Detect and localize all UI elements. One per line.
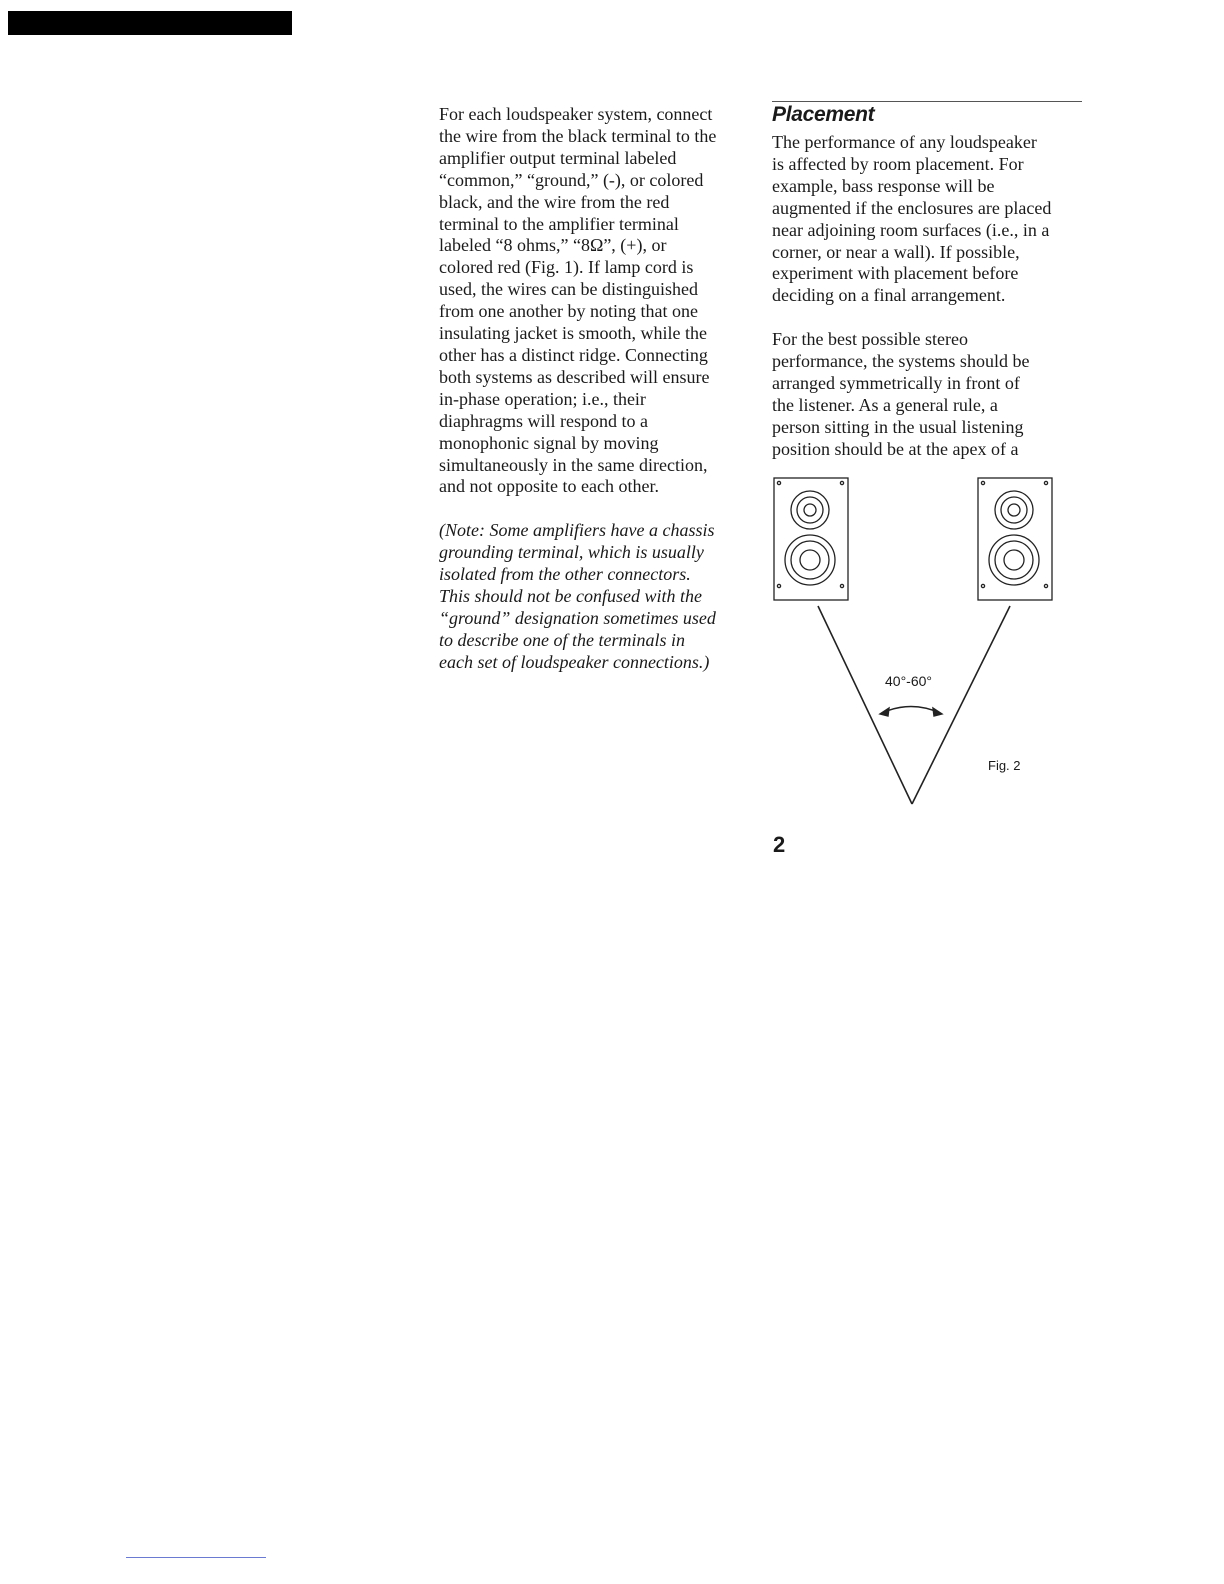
left-column [439, 104, 759, 674]
placement-paragraph-2: For the best possible stereo performance, the systems should be arranged symmetrically in front of the listener. As a general rule, a person sitting in the usual listening position should be at the apex of a [772, 329, 1030, 459]
figure-caption: Fig. 2 [988, 758, 1021, 773]
speaker-placement-diagram [760, 470, 1080, 820]
left-speaker-icon [774, 478, 848, 600]
page-number: 2 [773, 832, 786, 857]
listening-angle-lines [818, 606, 1010, 804]
header-black-bar [8, 11, 292, 35]
angle-label: 40°-60° [885, 673, 933, 689]
chassis-note: (Note: Some amplifiers have a chassis grounding terminal, which is usually isolated from the other connectors. This should not be confused with the “ground” designation sometimes used to describe one of the terminals in each set of loudspeaker connections.) [439, 520, 716, 672]
placement-heading: Placement [772, 103, 875, 126]
connection-paragraph: For each loudspeaker system, connect the wire from the black terminal to the amplifier output terminal labeled “common,” “ground,” (-), or colored black, and the wire from the red terminal to the amplifier terminal labeled “8 ohms,” “8Ω”, (+), or colored red (Fig. 1). If lamp cord is used, the wires can be distinguished from one another by noting that one insulating jacket is smooth, while the other has a distinct ridge. Connecting both systems as described will ensure in-phase operation; i.e., their diaphragms will respond to a monophonic signal by moving simultaneously in the same direction, and not opposite to each other. [439, 104, 717, 497]
footer-rule [126, 1557, 266, 1558]
right-column [772, 132, 1092, 461]
heading-rule [772, 101, 1082, 102]
right-speaker-icon [978, 478, 1052, 600]
angle-arrow-icon [880, 707, 942, 717]
placement-paragraph-1: The performance of any loudspeaker is affected by room placement. For example, bass response will be augmented if the enclosures are placed near adjoining room surfaces (i.e., in a corner, or near a wall). If possible, experiment with placement before deciding on a final arrangement. [772, 132, 1052, 306]
